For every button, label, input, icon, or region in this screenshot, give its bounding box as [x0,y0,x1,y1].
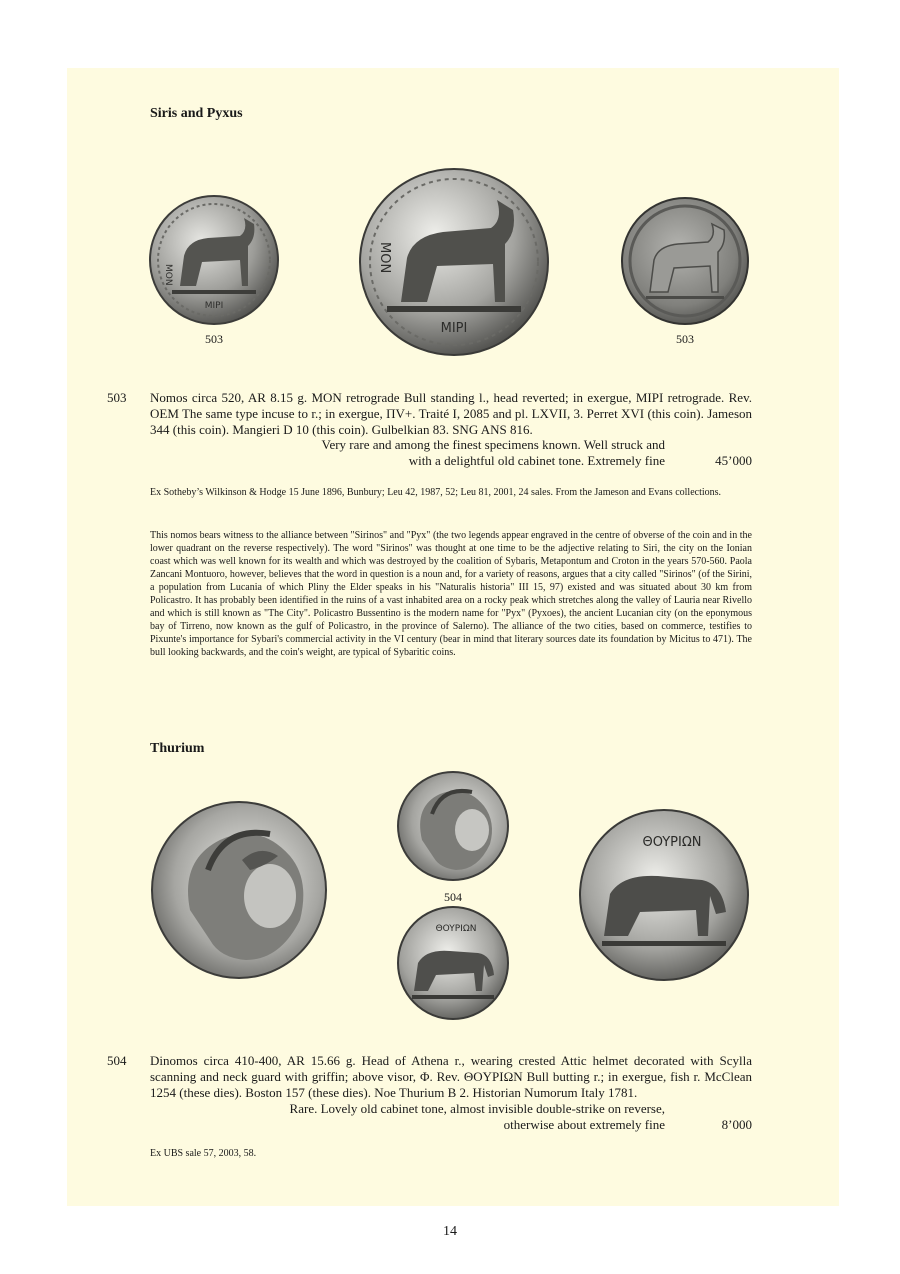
coin-504-small-legend: ΘOYPIΩN [435,924,477,934]
coin-caption-503-right: 503 [676,332,694,346]
page-number: 14 [443,1224,457,1239]
section-heading-siris: Siris and Pyxus [150,106,243,121]
lot-number-504: 504 [107,1053,127,1068]
lot-note-503: This nomos bears witness to the alliance between "Sirinos" and "Pyx" (the two legends appear engraved in the centre of obverse of the coin and in the lower quadrant on the reverse respectively). The word "Sirinos" was thought at one time to be the adjective relating to Siri, the city on the Ionian coast which was well known for its wealth and which was destroyed by the coalition of Sybaris, Metapontum and Croton in the years 570-560. Paola Zancani Montuoro, however, believes that the word in question is a noun and, for a variety of reasons, argues that a city called "Sirinos" (of the Sirini, a population from Lucania of which Pliny the Elder speaks in his "Naturalis historia" III 15, 97) existed and was situated about 30 km from Policastro. It has probably been identified in the ruins of a vast inhabited area on a rocky peak which stretches along the valley of Lauria near Rivello and which is still known as "The City". Policastro Bussentino is the modern name for "Pyx" (Pyxoes), the ancient Lucanian city (on the eponymous bay of Tirreno, now known as the gulf of Policastro, in the province of Salerno). The alliance of the two cities, based on commerce, testifies to Pixunte's importance for Sybari's commercial activity in the VI century (bear in mind that literary sources date its foundation by Micitus to 471). The bull looking backwards, and the coin's weight, are typical of Sybaritic coins. [150,530,752,658]
section-heading-thurium: Thurium [150,741,205,756]
lot-description-503: Nomos circa 520, AR 8.15 g. MON retrograde Bull standing l., head reverted; in exergue, MIPI retrograde. Rev. OEM The same type incuse to r.; in exergue, ΠV+. Traité I, 2085 and pl. LXVII, 3. Perret XVI (this coin). Jameson 344 (this coin). Mangieri D 10 (this coin). Gulbelkian 83. SNG ANS 816. [150,390,752,437]
lot-number-503: 503 [107,390,127,405]
coin-504-reverse-small-image [396,905,510,1021]
lot-grade-504-line2: otherwise about extremely fine [503,1117,665,1132]
coin-503-large-field-legend: MON [377,242,392,274]
lot-grade-504-line1: Rare. Lovely old cabinet tone, almost invisible double-strike on reverse, [289,1101,665,1116]
coin-caption-503-left: 503 [205,332,223,346]
coin-503-reverse-image [620,196,750,326]
coin-504-obverse-small-image [396,770,510,882]
lot-price-503: 45’000 [715,453,752,468]
coin-503-obverse-large-image [357,166,551,358]
coin-503-small-field-legend: MON [163,264,173,286]
coin-503-small-exergue-legend: MIPI [204,301,224,311]
lot-price-504: 8’000 [721,1117,752,1132]
lot-provenance-504: Ex UBS sale 57, 2003, 58. [150,1148,257,1159]
lot-grade-503-line1: Very rare and among the finest specimens known. Well struck and [321,437,665,452]
lot-grade-503-line2: with a delightful old cabinet tone. Extremely fine [408,453,665,468]
coin-504-obverse-large-image [150,800,328,980]
coin-503-large-exergue-legend: MIPI [440,321,468,336]
coin-503-obverse-small-image [148,194,280,326]
coin-504-large-legend: ΘOYPIΩN [642,835,702,850]
coin-caption-504: 504 [444,890,462,904]
lot-description-504: Dinomos circa 410-400, AR 15.66 g. Head of Athena r., wearing crested Attic helmet decorated with Scylla scanning and neck guard with griffin; above visor, Φ. Rev. ΘOYPIΩN Bull butting r.; in exergue, fish r. McClean 1254 (these dies). Boston 157 (these dies). Noe Thurium B 2. Historian Numorum Italy 1781. [150,1053,752,1100]
lot-provenance-503: Ex Sotheby’s Wilkinson & Hodge 15 June 1896, Bunbury; Leu 42, 1987, 52; Leu 81, 2001, 24 sales. From the Jameson and Evans collections. [150,487,722,498]
coin-504-reverse-large-image [578,808,750,982]
